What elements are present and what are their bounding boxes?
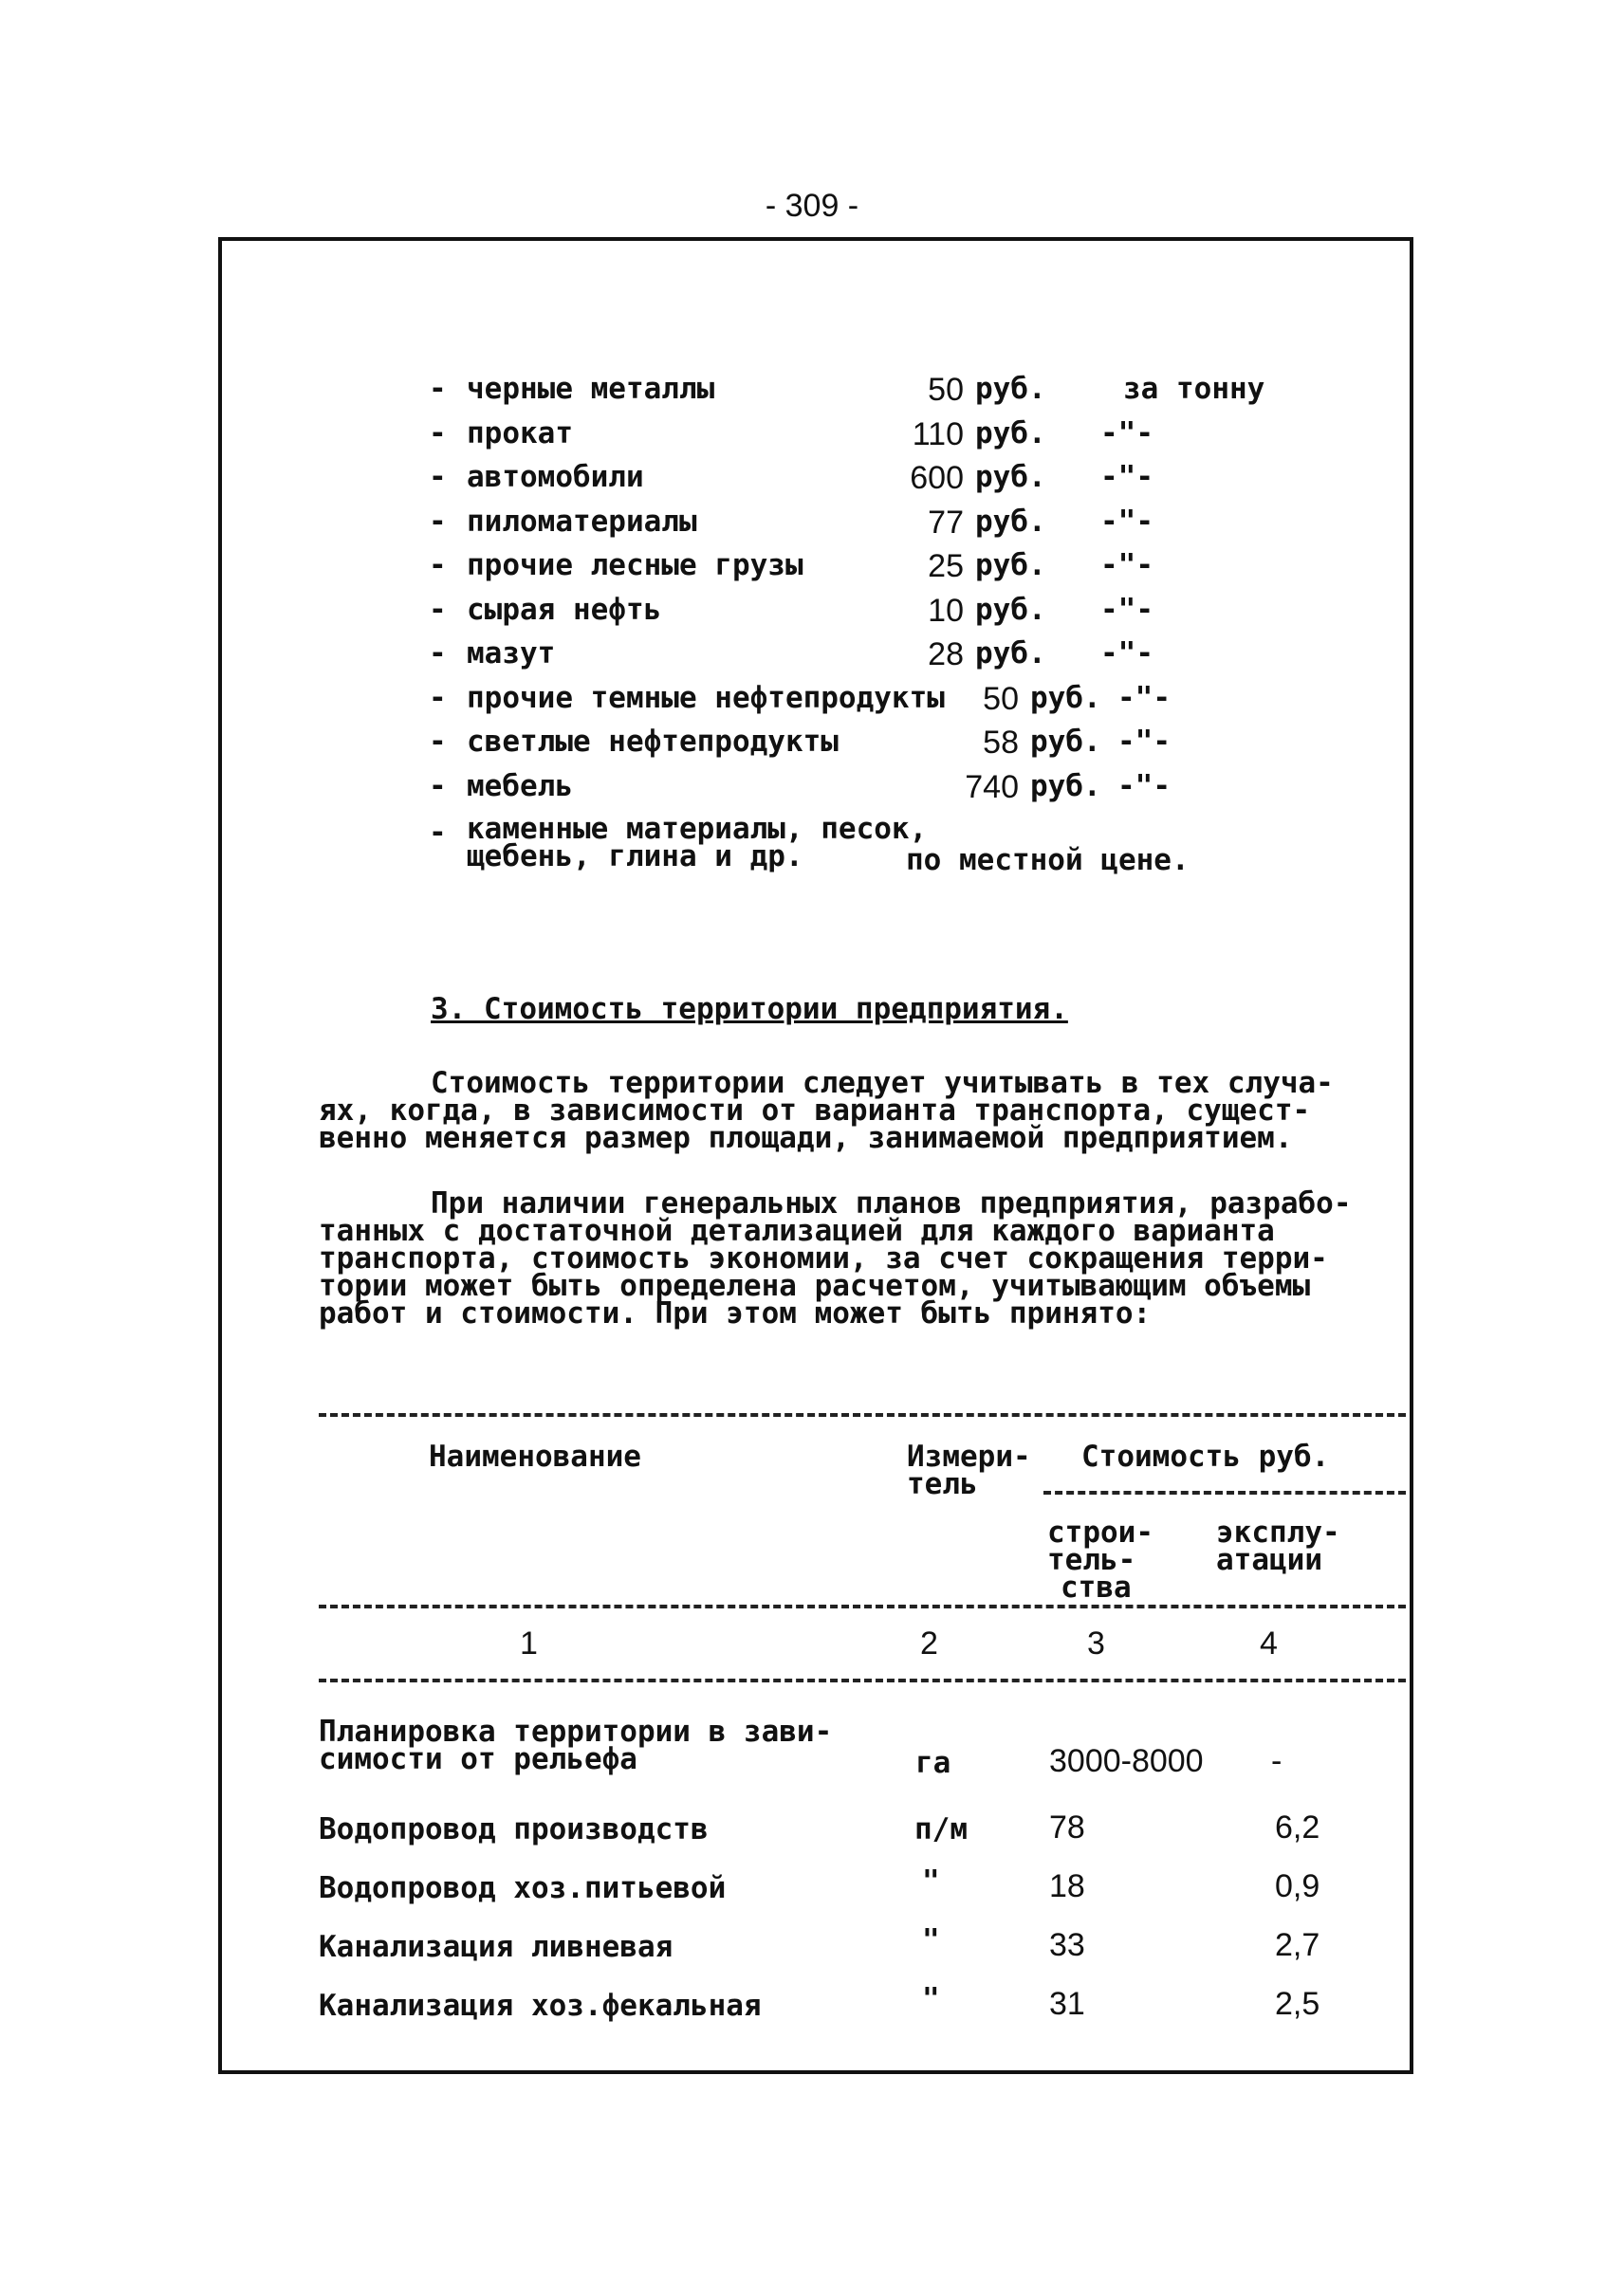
paragraph-2	[319, 1186, 1400, 1331]
tariff-dash: -	[429, 548, 447, 582]
row-2-unit: п/м	[914, 1812, 968, 1846]
tariff-dash: -	[429, 372, 447, 406]
header-cost-rule	[1043, 1491, 1406, 1495]
tariff-note: за тонну	[1123, 372, 1265, 406]
tariff-dash: -	[429, 416, 447, 450]
tariff-note: -"-	[1117, 769, 1171, 803]
tariff-item: сырая нефть	[467, 593, 662, 627]
tariff-unit: руб.	[975, 372, 1046, 406]
row-4-unit: "	[922, 1923, 940, 1957]
row-4-oper: 2,7	[1275, 1927, 1320, 1963]
tariff-dash: -	[429, 769, 447, 803]
tariff-price: 600	[910, 460, 964, 496]
tariff-item: мазут	[467, 636, 556, 670]
para2-line-3: транспорта, стоимость экономии, за счет сокращения терри-	[319, 1241, 1328, 1276]
para2-line-4: тории может быть определена расчетом, учитывающим объемы	[319, 1269, 1311, 1303]
tariff-unit: руб.	[975, 593, 1046, 627]
header-build-line-3: ства	[1061, 1570, 1132, 1605]
header-oper	[1216, 1515, 1340, 1577]
col-number-3: 3	[1087, 1626, 1105, 1662]
tariff-price: 50	[928, 372, 964, 408]
header-build-line-2: тель-	[1047, 1543, 1136, 1577]
para2-line-1: При наличии генеральных планов предприятия, разрабо-	[431, 1186, 1352, 1221]
tariff-dash: -	[429, 725, 447, 759]
row-2-oper: 6,2	[1275, 1809, 1320, 1846]
tariff-price: 77	[928, 505, 964, 541]
row-5-unit: "	[922, 1982, 940, 2016]
row-1-build: 3000-8000	[1049, 1743, 1204, 1779]
row-1-name	[319, 1715, 833, 1776]
tariff-unit: руб.	[975, 416, 1046, 450]
stone-price-note: по местной цене.	[906, 843, 1190, 877]
tariff-price: 110	[912, 416, 964, 452]
row-1-name-line-1: Планировка территории в зави-	[319, 1715, 833, 1749]
tariff-price: 25	[928, 548, 964, 584]
para1-line-3: венно меняется размер площади, занимаемой предприятием.	[319, 1121, 1293, 1155]
col-number-1: 1	[520, 1626, 538, 1662]
row-2-name: Водопровод производств	[319, 1812, 709, 1846]
tariff-unit: руб.	[1030, 681, 1101, 715]
tariff-item: светлые нефтепродукты	[467, 725, 839, 759]
header-name: Наименование	[429, 1440, 641, 1474]
tariff-dash: -	[429, 460, 447, 494]
paragraph-1	[319, 1066, 1400, 1155]
tariff-unit: руб.	[975, 505, 1046, 539]
stone-item	[467, 812, 928, 873]
header-meter-line-1: Измери-	[907, 1440, 1031, 1474]
col-number-2: 2	[920, 1626, 938, 1662]
numbers-bottom-rule	[319, 1679, 1406, 1682]
tariff-unit: руб.	[1030, 725, 1101, 759]
row-3-name: Водопровод хоз.питьевой	[319, 1871, 727, 1905]
col-number-4: 4	[1260, 1626, 1278, 1662]
header-build	[1047, 1515, 1153, 1605]
tariff-note: -"-	[1100, 593, 1153, 627]
row-1-unit: га	[915, 1746, 951, 1780]
section-title: 3. Стоимость территории предприятия.	[431, 992, 1068, 1026]
stone-line-2: щебень, глина и др.	[467, 839, 803, 873]
tariff-unit: руб.	[1030, 769, 1101, 803]
document-frame	[218, 237, 1413, 2074]
header-oper-line-1: эксплу-	[1216, 1515, 1340, 1550]
row-1-name-line-2: симости от рельефа	[319, 1742, 637, 1776]
tariff-item: прочие лесные грузы	[467, 548, 803, 582]
tariff-item: прокат	[467, 416, 573, 450]
header-meter-line-2: тель	[907, 1467, 978, 1501]
tariff-dash: -	[429, 681, 447, 715]
tariff-dash: -	[429, 505, 447, 539]
header-cost: Стоимость руб.	[1081, 1440, 1330, 1474]
stone-line-1: каменные материалы, песок,	[467, 812, 928, 846]
tariff-unit: руб.	[975, 636, 1046, 670]
row-5-name: Канализация хоз.фекальная	[319, 1989, 762, 2023]
table-top-rule	[319, 1413, 1406, 1417]
tariff-note: -"-	[1117, 725, 1171, 759]
tariff-dash: -	[429, 593, 447, 627]
row-3-oper: 0,9	[1275, 1868, 1320, 1904]
stone-dash: -	[429, 816, 447, 850]
header-build-line-1: строи-	[1047, 1515, 1153, 1550]
tariff-note: -"-	[1100, 416, 1153, 450]
row-4-name: Канализация ливневая	[319, 1930, 674, 1964]
tariff-price: 10	[928, 593, 964, 629]
tariff-item: мебель	[467, 769, 573, 803]
row-5-build: 31	[1049, 1986, 1085, 2022]
tariff-item: автомобили	[467, 460, 644, 494]
tariff-note: -"-	[1100, 636, 1153, 670]
header-oper-line-2: атации	[1216, 1543, 1322, 1577]
row-2-build: 78	[1049, 1809, 1085, 1846]
tariff-item: прочие темные нефтепродукты	[467, 681, 945, 715]
tariff-item: черные металлы	[467, 372, 715, 406]
tariff-note: -"-	[1100, 548, 1153, 582]
row-3-unit: "	[922, 1864, 940, 1899]
row-1-oper: -	[1271, 1743, 1283, 1779]
tariff-note: -"-	[1100, 460, 1153, 494]
tariff-note: -"-	[1117, 681, 1171, 715]
row-3-build: 18	[1049, 1868, 1085, 1904]
para1-line-2: ях, когда, в зависимости от варианта транспорта, сущест-	[319, 1093, 1311, 1128]
tariff-price: 58	[983, 725, 1019, 761]
para1-line-1: Стоимость территории следует учитывать в тех случа-	[431, 1066, 1334, 1100]
page-number: - 309 -	[765, 188, 859, 224]
tariff-price: 50	[983, 681, 1019, 717]
para2-line-5: работ и стоимости. При этом может быть принято:	[319, 1296, 1152, 1331]
tariff-unit: руб.	[975, 548, 1046, 582]
para2-line-2: танных с достаточной детализацией для каждого варианта	[319, 1214, 1275, 1248]
header-bottom-rule	[319, 1605, 1406, 1608]
tariff-dash: -	[429, 636, 447, 670]
row-5-oper: 2,5	[1275, 1986, 1320, 2022]
tariff-unit: руб.	[975, 460, 1046, 494]
tariff-price: 28	[928, 636, 964, 672]
tariff-item: пиломатериалы	[467, 505, 697, 539]
header-meter	[907, 1440, 1031, 1501]
tariff-price: 740	[965, 769, 1019, 805]
row-4-build: 33	[1049, 1927, 1085, 1963]
tariff-note: -"-	[1100, 505, 1153, 539]
